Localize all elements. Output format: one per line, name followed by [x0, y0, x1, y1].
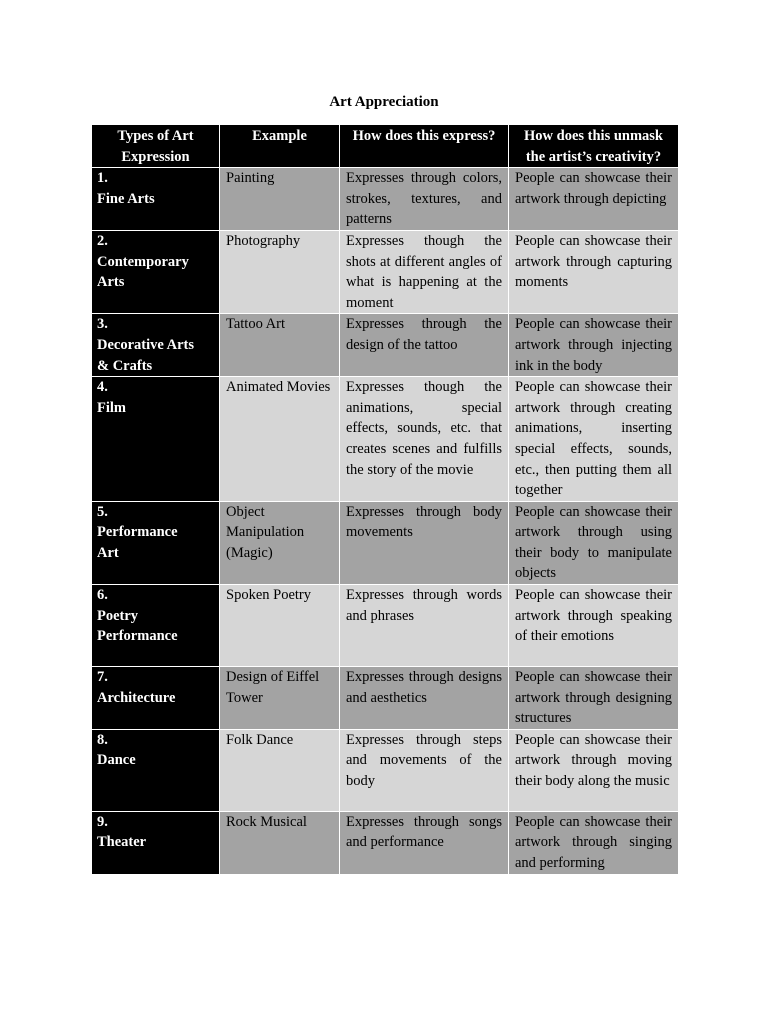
table-row — [92, 811, 679, 874]
table-row — [92, 230, 679, 313]
art-type-cell — [92, 667, 220, 730]
art-type-cell — [92, 585, 220, 667]
express-cell: Expresses through the design of the tattoo — [340, 314, 509, 377]
header-types: Types of Art Expression — [92, 125, 220, 168]
unmask-cell: People can showcase their artwork through designing structures — [509, 667, 679, 730]
art-type-label: Dance — [97, 752, 136, 769]
art-type-cell — [92, 811, 220, 874]
row-number: 6. — [97, 587, 108, 604]
header-express: How does this express? — [340, 125, 509, 168]
art-type-cell — [92, 230, 220, 313]
row-number: 1. — [97, 170, 108, 187]
art-type-cell — [92, 501, 220, 584]
example-cell: Spoken Poetry — [220, 585, 340, 667]
art-type-label: Poetry Performance — [97, 607, 178, 645]
header-example: Example — [220, 125, 340, 168]
express-cell: Expresses through designs and aesthetics — [340, 667, 509, 730]
row-number: 8. — [97, 731, 108, 748]
row-number: 2. — [97, 232, 108, 249]
art-type-cell — [92, 377, 220, 502]
unmask-cell: People can showcase their artwork through moving their body along the music — [509, 729, 679, 811]
unmask-cell: People can showcase their artwork through capturing moments — [509, 230, 679, 313]
example-cell: Folk Dance — [220, 729, 340, 811]
row-number: 7. — [97, 669, 108, 686]
art-type-label: Architecture — [97, 689, 176, 706]
express-cell: Expresses through words and phrases — [340, 585, 509, 667]
art-type-label: Fine Arts — [97, 190, 155, 207]
row-number: 9. — [97, 813, 108, 830]
express-cell: Expresses though the animations, special effects, sounds, etc. that creates scenes and fulfills the story of the movie — [340, 377, 509, 502]
example-cell: Photography — [220, 230, 340, 313]
row-number: 5. — [97, 503, 108, 520]
art-type-label: Film — [97, 399, 126, 416]
express-cell: Expresses though the shots at different angles of what is happening at the moment — [340, 230, 509, 313]
unmask-cell: People can showcase their artwork through creating animations, inserting special effects, sounds, etc., then putting them all together — [509, 377, 679, 502]
table-row — [92, 729, 679, 811]
art-type-label: Decorative Arts & Crafts — [97, 336, 195, 374]
row-number: 4. — [97, 379, 108, 396]
example-cell: Animated Movies — [220, 377, 340, 502]
express-cell: Expresses through body movements — [340, 501, 509, 584]
art-type-cell — [92, 168, 220, 231]
table-row — [92, 667, 679, 730]
table-row — [92, 168, 679, 231]
page-title: Art Appreciation — [329, 94, 439, 110]
row-number: 3. — [97, 316, 108, 333]
unmask-cell: People can showcase their artwork through singing and performing — [509, 811, 679, 874]
example-cell: Painting — [220, 168, 340, 231]
art-type-label: Theater — [97, 834, 147, 851]
art-type-cell — [92, 314, 220, 377]
express-cell: Expresses through songs and performance — [340, 811, 509, 874]
unmask-cell: People can showcase their artwork through injecting ink in the body — [509, 314, 679, 377]
example-cell: Rock Musical — [220, 811, 340, 874]
example-cell: Tattoo Art — [220, 314, 340, 377]
art-type-label: Contemporary Arts — [97, 253, 189, 291]
art-type-label: Performance Art — [97, 524, 178, 561]
unmask-cell: People can showcase their artwork through depicting — [509, 168, 679, 231]
table-row — [92, 377, 679, 502]
unmask-cell: People can showcase their artwork through speaking of their emotions — [509, 585, 679, 667]
table-row — [92, 314, 679, 377]
express-cell: Expresses through colors, strokes, textures, and patterns — [340, 168, 509, 231]
example-cell: Object Manipulation (Magic) — [220, 501, 340, 584]
header-row — [92, 125, 679, 168]
art-table — [91, 124, 679, 875]
header-unmask: How does this unmask the artist’s creativity? — [509, 125, 679, 168]
table-row — [92, 585, 679, 667]
example-cell: Design of Eiffel Tower — [220, 667, 340, 730]
unmask-cell: People can showcase their artwork through using their body to manipulate objects — [509, 501, 679, 584]
table-row — [92, 501, 679, 584]
art-type-cell — [92, 729, 220, 811]
express-cell: Expresses through steps and movements of the body — [340, 729, 509, 811]
